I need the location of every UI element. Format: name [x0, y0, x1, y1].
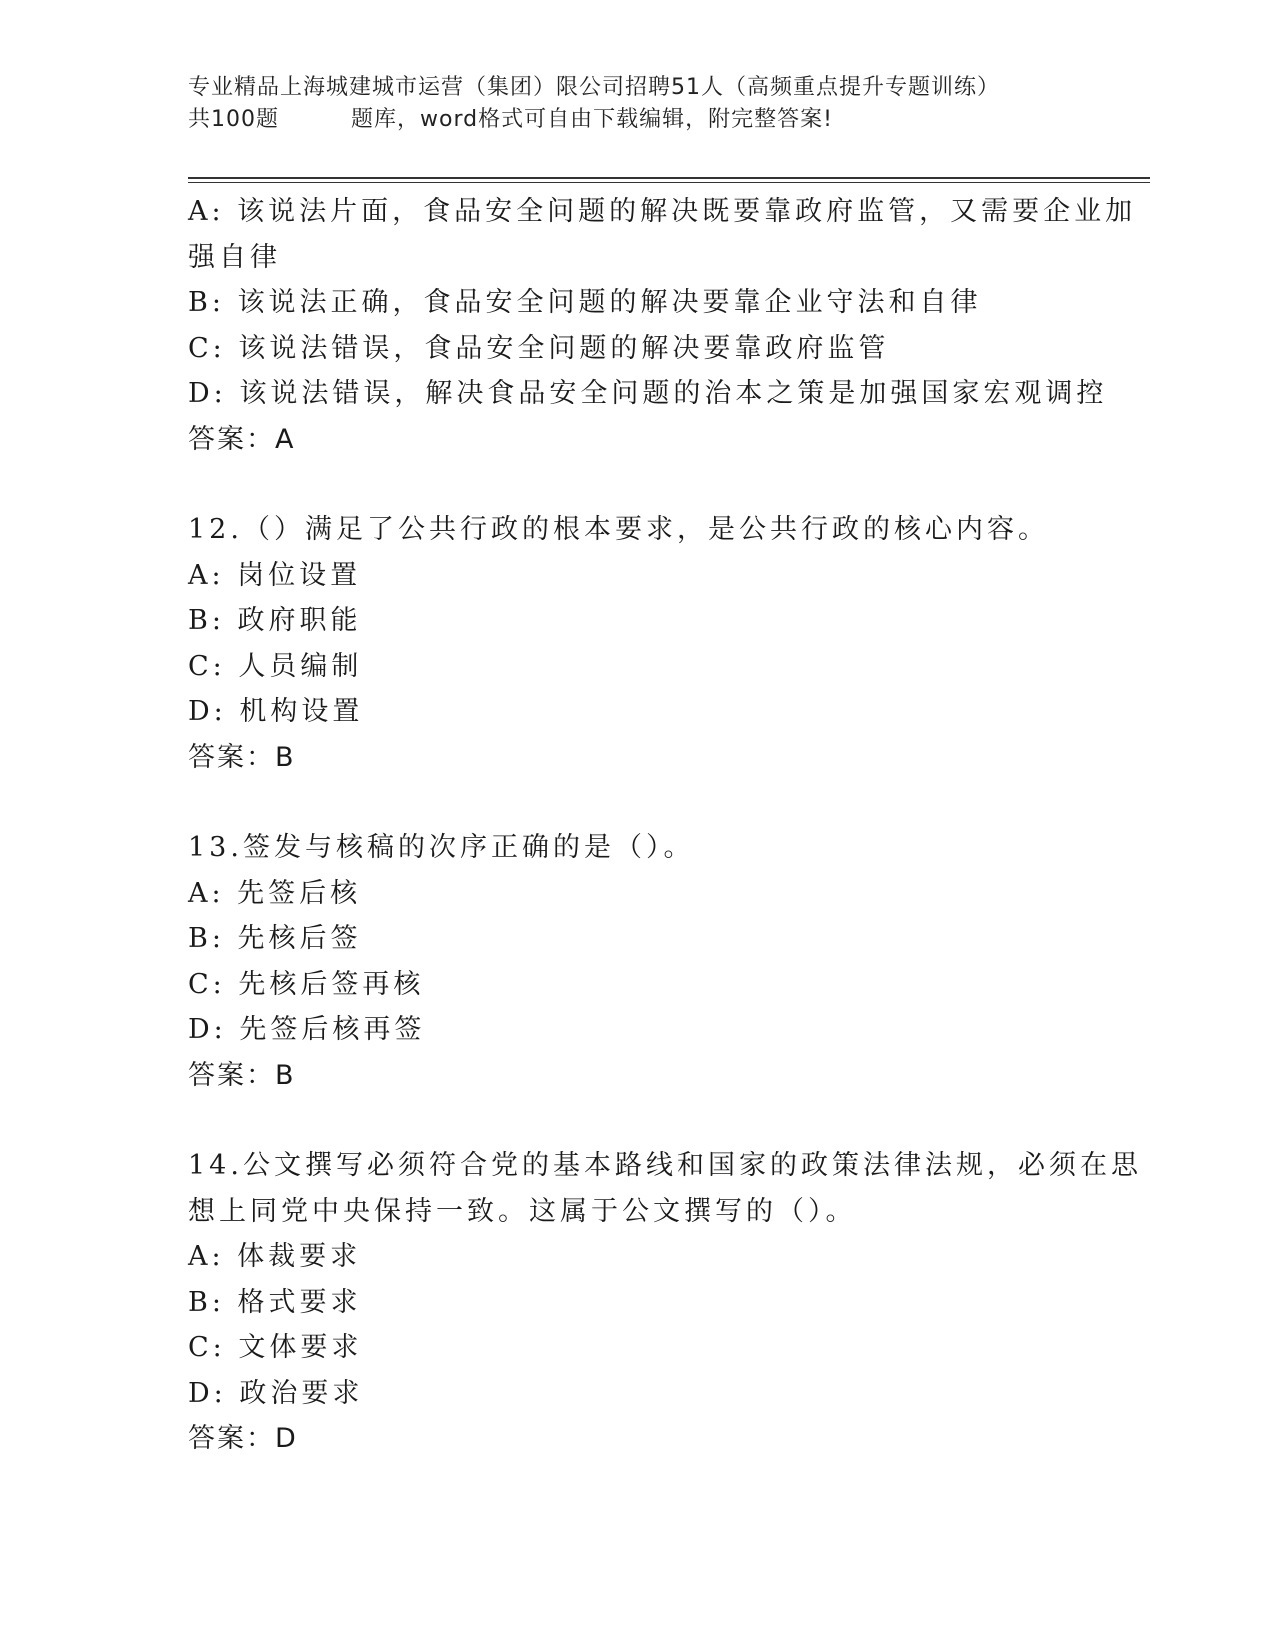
question-text: 13.签发与核稿的次序正确的是（）。 [188, 832, 695, 863]
header-question-count: 共100题 [188, 107, 279, 132]
answer: 答案：A [188, 423, 296, 455]
option-c: C: 文体要求 [188, 1332, 363, 1363]
option-b: B: 政府职能 [188, 605, 362, 636]
header-subtitle [188, 104, 1148, 136]
option-d: D: 该说法错误，解决食品安全问题的治本之策是加强国家宏观调控 [188, 378, 1108, 409]
option-c: C: 先核后签再核 [188, 968, 425, 1000]
question-13 [188, 825, 1088, 1098]
question-list [188, 189, 1142, 1462]
option-b: B: 格式要求 [188, 1286, 362, 1318]
option-d: D: 政治要求 [188, 1377, 364, 1409]
option-d: D: 先签后核再签 [188, 1014, 426, 1045]
answer: 答案：B [188, 1059, 296, 1091]
answer: 答案：B [188, 741, 296, 773]
header-divider-thick [188, 177, 1150, 179]
option-a: A: 体裁要求 [188, 1241, 362, 1272]
question-spacer [188, 1098, 1088, 1143]
header-description: 题库，word格式可自由下载编辑，附完整答案! [351, 107, 833, 132]
question-11 [188, 189, 1137, 462]
option-d: D: 机构设置 [188, 696, 364, 727]
page-header [188, 72, 1148, 136]
question-14 [188, 1143, 1142, 1462]
question-text-line-2: 想上同党中央保持一致。这属于公文撰写的（）。 [188, 1195, 857, 1227]
question-text: 12.（）满足了公共行政的根本要求，是公共行政的核心内容。 [188, 514, 1049, 545]
option-c: C: 该说法错误，食品安全问题的解决要靠政府监管 [188, 332, 890, 364]
question-spacer [188, 780, 1088, 825]
option-b: B: 先核后签 [188, 923, 362, 954]
header-divider-thin [188, 182, 1150, 183]
answer: 答案：D [188, 1423, 298, 1454]
option-a: A: 岗位设置 [188, 559, 362, 591]
question-12 [188, 507, 1088, 780]
option-a: A: 先签后核 [188, 877, 362, 909]
option-b: B: 该说法正确，食品安全问题的解决要靠企业守法和自律 [188, 287, 982, 318]
question-text-line-1: 14.公文撰写必须符合党的基本路线和国家的政策法律法规，必须在思 [188, 1150, 1142, 1181]
option-a-line-1: A: 该说法片面，食品安全问题的解决既要靠政府监管，又需要企业加 [188, 196, 1137, 227]
header-title: 专业精品上海城建城市运营（集团）限公司招聘51人（高频重点提升专题训练） [188, 75, 1000, 100]
question-spacer [188, 462, 1088, 507]
option-a-line-2: 强自律 [188, 241, 281, 273]
option-c: C: 人员编制 [188, 650, 363, 682]
